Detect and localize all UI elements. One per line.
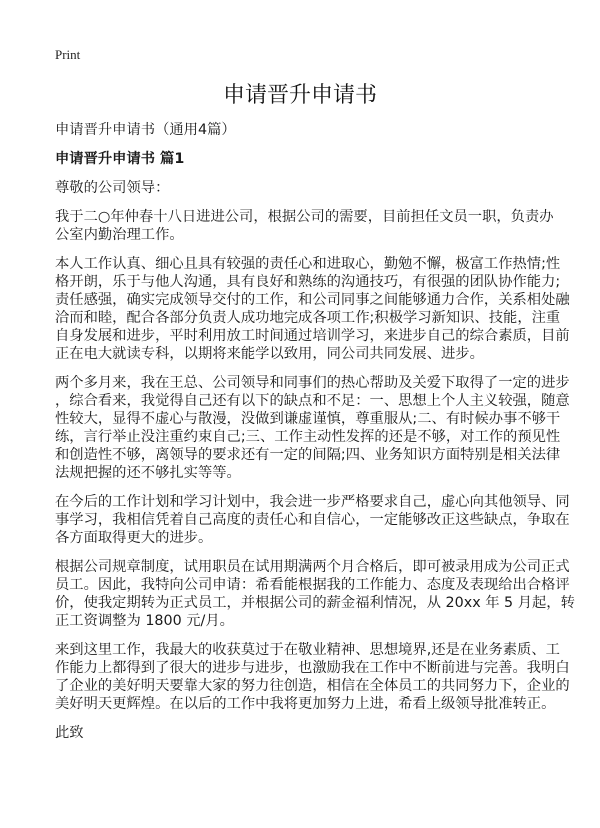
paragraph: [55, 558, 575, 630]
paragraph-line: 本人工作认真、细心且具有较强的责任心和进取心，勤勉不懈，极富工作热情;性: [55, 256, 561, 272]
paragraph-line: 练，言行举止没注重约束自己;三、工作主动性发挥的还是不够，对工作的预见性: [55, 429, 561, 445]
paragraph: [55, 255, 570, 363]
section-heading: 申请晋升申请书 篇1: [55, 151, 185, 167]
paragraph-line: 在今后的工作计划和学习计划中，我会进一步严格要求自己，虚心向其他领导、同: [55, 494, 570, 510]
paragraph: [55, 374, 570, 482]
document-subtitle: 申请晋升申请书（通用4篇）: [55, 122, 236, 138]
paragraph-line: 了企业的美好明天要靠大家的努力往创造，相信在全体员工的共同努力下，企业的: [55, 678, 570, 694]
paragraph-line: 性较大，显得不虚心与散漫，没做到谦虚谨慎，尊重服从;二、有时候办事不够干: [55, 411, 561, 427]
paragraph-line: 正在电大就读专科，以期将来能学以致用，同公司共同发展、进步。: [55, 346, 484, 362]
document-body: [55, 121, 575, 753]
paragraph-line: 洽而和睦，配合各部分负责人成功地完成各项工作;积极学习新知识、技能，注重: [55, 310, 561, 326]
paragraph-line: ，综合看来，我觉得自己还有以下的缺点和不足：一、思想上个人主义较强，随意: [55, 393, 570, 409]
paragraph-line: 各方面取得更大的进步。: [55, 530, 213, 546]
paragraph-line: 两个多月来，我在王总、公司领导和同事们的热心帮助及关爱下取得了一定的进步: [55, 375, 570, 391]
greeting: 尊敬的公司领导：: [55, 180, 170, 196]
paragraph-line: 公室内勤治理工作。: [55, 227, 184, 243]
paragraph-line: 来到这里工作，我最大的收获莫过于在敬业精神、思想境界,还是在业务素质、工: [55, 642, 560, 658]
paragraph-line: 我于二○年仲春十八日进进公司，根据公司的需要，目前担任文员一职，负责办: [55, 209, 554, 225]
closing: 此致: [55, 725, 84, 741]
paragraph-line: 员工。因此，我特向公司申请：希看能根据我的工作能力、态度及表现给出合格评: [55, 577, 570, 593]
paragraph-line: 事学习，我相信凭着自己高度的责任心和自信心，一定能够改正这些缺点，争取在: [55, 512, 570, 528]
paragraph-line: 法规把握的还不够扎实等等。: [55, 465, 241, 481]
paragraphs: [55, 208, 575, 713]
paragraph: [55, 208, 555, 244]
paragraph-line: 责任感强，确实完成领导交付的工作，和公司同事之间能够通力合作，关系相处融: [55, 292, 570, 308]
paragraph-line: 价，使我定期转为正式员工，并根据公司的薪金福利情况，从 20xx 年 5 月起，转: [55, 595, 575, 611]
document-title: 申请晋升申请书: [222, 83, 377, 108]
paragraph-line: 正工资调整为 1800 元/月。: [55, 613, 234, 629]
paragraph-line: 作能力上都得到了很大的进步与进步，也激励我在工作中不断前进与完善。我明白: [55, 660, 570, 676]
paragraph: [55, 641, 570, 713]
paragraph-line: 美好明天更辉煌。在以后的工作中我将更加努力上进，希看上级领导批准转正。: [55, 696, 556, 712]
print-label: Print: [55, 47, 81, 62]
paragraph-line: 和创造性不够，离领导的要求还有一定的间隔;四、业务知识方面特别是相关法律: [55, 447, 561, 463]
paragraph-line: 根据公司规章制度，试用职员在试用期满两个月合格后，即可被录用成为公司正式: [55, 559, 570, 575]
paragraph-line: 格开朗，乐于与他人沟通，具有良好和熟练的沟通技巧，有很强的团队协作能力;: [55, 274, 561, 290]
paragraph: [55, 493, 570, 547]
paragraph-line: 自身发展和进步，平时利用放工时间通过培训学习，来进步自己的综合素质，目前: [55, 328, 570, 344]
